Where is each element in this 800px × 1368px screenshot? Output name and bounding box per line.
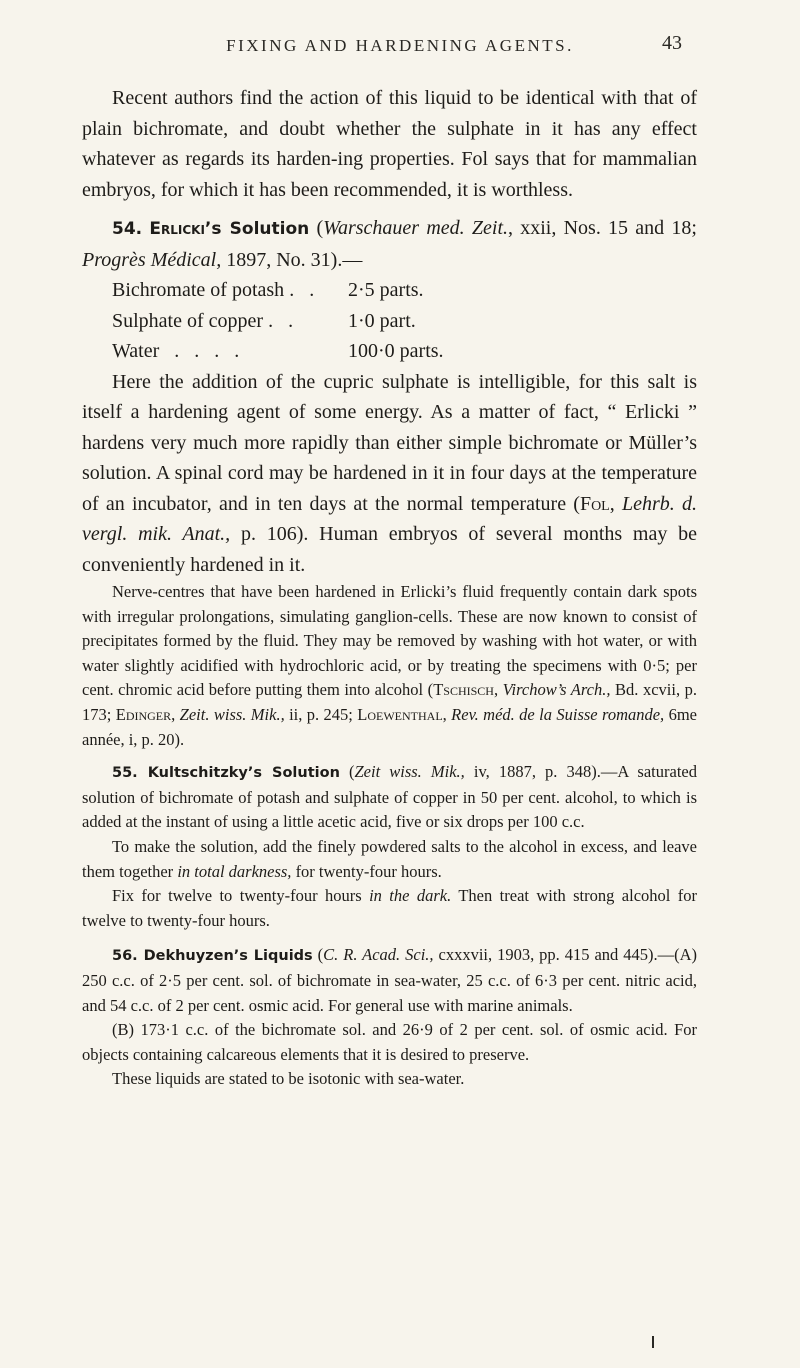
discussion-text-a: Here the addition of the cupric sulphate is intelligible, for this salt is itself a hardening agent of some energy. As a matter of fact, “ Erlicki ” hardens very much more rapidly than either simple bichromate or Müller’s solution. A spinal cord may be hardened in it in four days at the temperature of an incubator, and in ten days at the normal temperature (: [82, 370, 697, 515]
formula-row: [82, 336, 697, 367]
section-54-author-initial: E: [149, 219, 161, 239]
section-55-title: 55. Kultschitzky’s Solution: [112, 765, 340, 782]
separator: ,: [442, 704, 452, 724]
section-56-ref-close: cxxxvii, 1903, pp. 415 and 445).—(A) 250 c.c. of 2·5 per cent. sol. of bichromate in sea-water, 25 c.c. of 6·3 per cent. nitric acid, and 54 c.c. of 2 per cent. osmic acid. For general use with marine animals.: [82, 945, 698, 1015]
author-name: Tschisch: [433, 680, 494, 700]
author-name: Loewenthal: [357, 704, 443, 724]
section-56-ref-open: (: [312, 945, 324, 965]
formula-leader-dots: . . . .: [159, 340, 240, 362]
formula-ingredient: [82, 336, 348, 367]
section-54-ref-mid: , xxii, Nos. 15 and 18;: [508, 217, 697, 239]
note-text-d: 6me année, i, p. 20).: [82, 704, 697, 749]
separator: ,: [493, 680, 503, 700]
formula-ingredient-name: Sulphate of copper: [112, 309, 264, 332]
section-56-heading: [82, 943, 697, 1018]
formula-ingredient: [82, 306, 348, 337]
page-number: 43: [662, 32, 682, 54]
section-54-discussion: [82, 367, 697, 581]
formula-row: [82, 275, 697, 306]
section-55-ref-close: iv, 1887, p. 348).—A saturated solution of bichromate of potash and sulphate of copper in 50 per cent. alcohol, to which is added at the instant of using a little acetic acid, five or six drops per 100 c.c.: [82, 762, 697, 832]
formula-quantity: 1·0 part.: [348, 309, 416, 332]
formula-leader-dots: . .: [263, 309, 294, 332]
formula-leader-dots: . .: [284, 279, 315, 301]
preparation-emphasis: in total darkness,: [177, 861, 292, 881]
discussion-text-b: p. 106). Human embryos of several months may be conveniently hardened in it.: [82, 523, 698, 576]
journal-reference: Lehrb. d. vergl. mik. Anat.,: [82, 492, 697, 545]
separator: ,: [609, 492, 622, 515]
note-text-b: Bd. xcvii, p. 173;: [82, 680, 698, 724]
section-54-ref-open: (: [309, 217, 324, 239]
section-55-ref-open: (: [339, 762, 355, 782]
section-54-ref-close: 1897, No. 31).—: [221, 248, 363, 271]
intro-paragraph: Recent authors find the action of this liquid to be identical with that of plain bichromate, and doubt whether the sulphate in it has any effect whatever as regards its harden-ing properties. Fol says that for mammalian embryos, for which it has been recommended, it is worthless.: [82, 87, 697, 201]
journal-reference: Zeit. wiss. Mik.,: [179, 704, 285, 724]
fixing-text-b: Then treat with strong alcohol for twelve to twenty-four hours.: [82, 886, 697, 930]
preparation-text-b: for twenty-four hours.: [291, 861, 442, 881]
section-55-preparation: [82, 835, 697, 884]
section-56-isotonic-note: These liquids are stated to be isotonic with sea-water.: [112, 1069, 465, 1089]
running-title: FIXING AND HARDENING AGENTS.: [226, 36, 574, 55]
section-54-formula: [82, 275, 697, 367]
preparation-text-a: To make the solution, add the finely powdered salts to the alcohol in excess, and leave them together: [82, 836, 697, 881]
print-mark: [652, 1336, 654, 1348]
section-54-number: 54.: [112, 219, 143, 239]
section-56-liquid-b: (B) 173·1 c.c. of the bichromate sol. and 26·9 of 2 per cent. sol. of osmic acid. For objects containing calcareous elements that it is desired to preserve.: [82, 1020, 697, 1064]
section-55-fixing: [82, 884, 697, 933]
section-54-note: [82, 580, 697, 752]
section-54-title-tail: ’s Solution: [204, 219, 310, 239]
note-text-a: Nerve-centres that have been hardened in Erlicki’s fluid frequently contain dark spots with irregular prolongations, simulating ganglion-cells. These are now known to consist of precipitates formed by the fluid. They may be removed by washing with hot water, or with water slightly acidified with hydrochloric acid, or by treating the specimens with 0·5; per cent. chromic acid before putting them into alcohol (: [82, 582, 697, 700]
author-name: Edinger: [115, 704, 172, 724]
running-head: [0, 32, 800, 66]
section-55-heading: [82, 760, 697, 835]
journal-reference: Virchow’s Arch.,: [502, 680, 611, 700]
section-54-journal-2: Progrès Médical,: [82, 248, 222, 271]
formula-ingredient: [82, 275, 348, 306]
author-name: Fol: [579, 492, 610, 515]
formula-ingredient-name: Water: [112, 340, 160, 362]
section-56-journal: C. R. Acad. Sci.,: [323, 945, 434, 965]
formula-quantity: 100·0 parts.: [348, 340, 444, 362]
body-text: [82, 83, 697, 1092]
separator: ,: [171, 704, 180, 724]
formula-quantity: 2·5 parts.: [348, 279, 424, 301]
journal-reference: Rev. méd. de la Suisse romande,: [451, 704, 665, 724]
section-54-heading: [82, 213, 697, 275]
section-55-journal: Zeit wiss. Mik.,: [354, 762, 465, 782]
section-56-title: 56. Dekhuyzen’s Liquids: [112, 948, 313, 965]
section-54-journal-1: Warschauer med. Zeit.: [323, 217, 508, 239]
fixing-emphasis: in the dark.: [369, 886, 452, 906]
formula-ingredient-name: Bichromate of potash: [112, 279, 285, 301]
note-text-c: ii, p. 245;: [284, 704, 358, 724]
fixing-text-a: Fix for twelve to twenty-four hours: [112, 886, 370, 906]
formula-row: [82, 306, 697, 337]
section-54-author-rest: rlicki: [161, 219, 205, 239]
section-54-author: [149, 219, 309, 239]
